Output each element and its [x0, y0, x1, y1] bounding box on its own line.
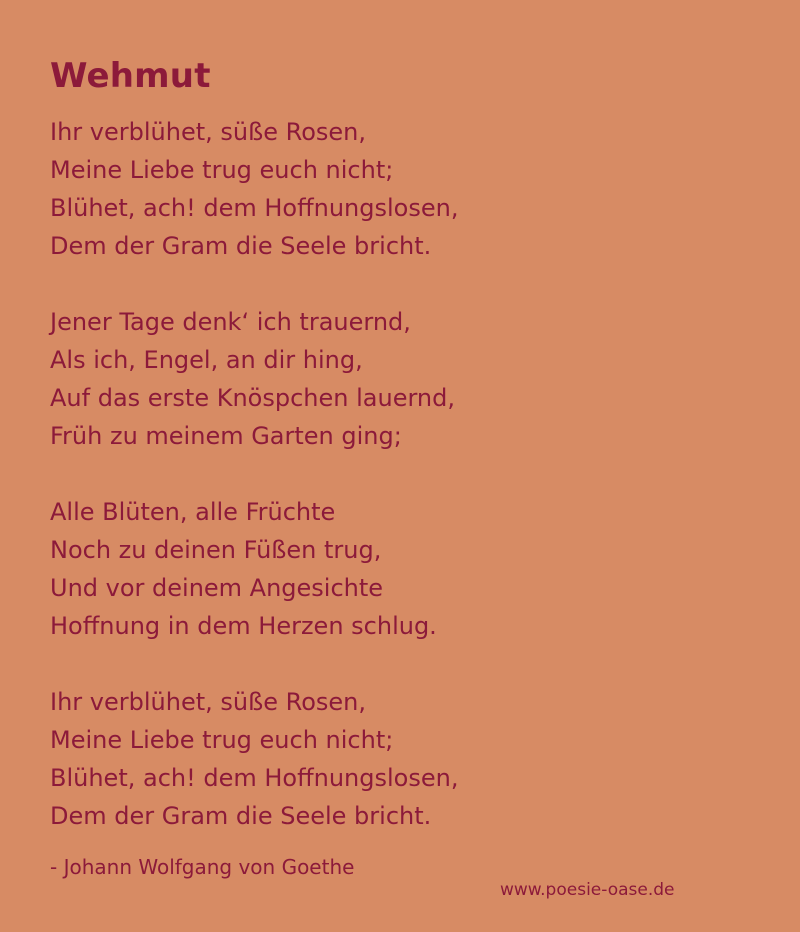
stanza — [50, 303, 750, 455]
poem-line: Blühet, ach! dem Hoffnungslosen, — [50, 194, 459, 222]
poem-line: Dem der Gram die Seele bricht. — [50, 232, 432, 260]
poem-line: Noch zu deinen Füßen trug, — [50, 536, 382, 564]
poem-line: Als ich, Engel, an dir hing, — [50, 346, 363, 374]
poem-line: Meine Liebe trug euch nicht; — [50, 726, 394, 754]
poem-line: Ihr verblühet, süße Rosen, — [50, 118, 366, 146]
stanza — [50, 493, 750, 645]
poem-line: Alle Blüten, alle Früchte — [50, 498, 336, 526]
website-link[interactable]: www.poesie-oase.de — [500, 880, 675, 900]
poem-line: Jener Tage denk‘ ich trauernd, — [50, 308, 411, 336]
poem-author: - Johann Wolfgang von Goethe — [50, 855, 355, 879]
poem-line: Meine Liebe trug euch nicht; — [50, 156, 394, 184]
poem-line: Blühet, ach! dem Hoffnungslosen, — [50, 764, 459, 792]
poem-line: Dem der Gram die Seele bricht. — [50, 802, 432, 830]
poem-line: Hoffnung in dem Herzen schlug. — [50, 612, 437, 640]
stanza — [50, 683, 750, 835]
poem-body — [50, 113, 750, 873]
poem-line: Früh zu meinem Garten ging; — [50, 422, 402, 450]
poem-line: Auf das erste Knöspchen lauernd, — [50, 384, 455, 412]
stanza — [50, 113, 750, 265]
poem-title: Wehmut — [50, 56, 211, 96]
poem-line: Ihr verblühet, süße Rosen, — [50, 688, 366, 716]
poem-line: Und vor deinem Angesichte — [50, 574, 384, 602]
